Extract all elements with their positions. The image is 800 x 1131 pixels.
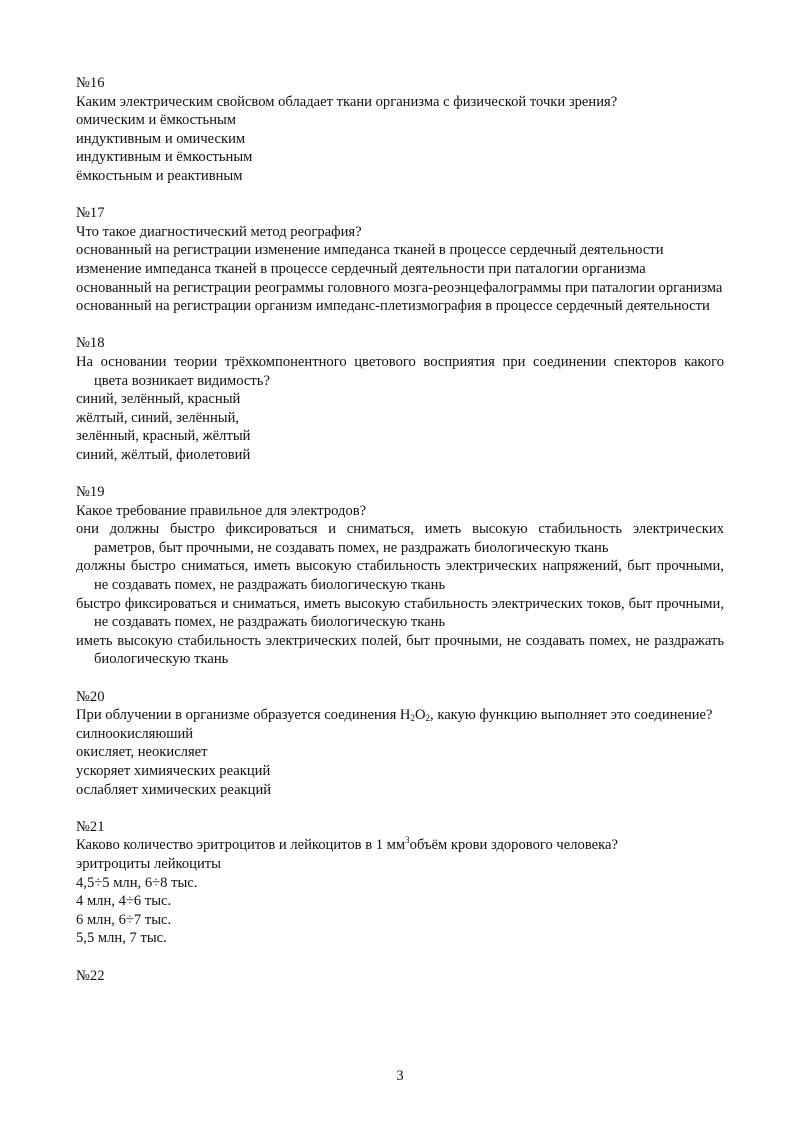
question-text: Каким электрическим свойсвом обладает ткани организма с физической точки зрения?	[76, 93, 618, 110]
answer-option: 4 млн, 4÷6 тыс.	[76, 893, 172, 910]
answer-option: эритроциты лейкоциты	[76, 855, 221, 872]
answer-option: жёлтый, синий, зелённый,	[76, 409, 240, 426]
answer-option: основанный на регистрации организм импеданс-плетизмография в процессе сердечный деятельности	[76, 298, 710, 315]
question-text: При облучении в организме образуется соединения $H_2O_2$, какую функцию выполняет это соединение?	[76, 707, 713, 724]
answer-option: ускоряет химияческих реакций	[76, 762, 271, 779]
question-21	[76, 818, 724, 948]
question-number: №17	[76, 205, 105, 222]
question-number: №22	[76, 967, 105, 984]
question-19	[76, 483, 724, 669]
question-text: Каково количество эритроцитов и лейкоцитов в 1 $мм^3объём$ крови здорового человека?	[76, 835, 618, 854]
question-number: №20	[76, 688, 105, 705]
answer-option: зелённый, красный, жёлтый	[76, 428, 251, 445]
answer-option: омическим и ёмкостьным	[76, 112, 237, 129]
question-number: №21	[76, 818, 105, 835]
answer-option: они должны быстро фиксироваться и сниматься, иметь высокую стабильность электрических раметров, быт прочными, не создавать помех, не раздражать биологическую ткань	[76, 521, 724, 556]
answer-option: окисляет, неокисляет	[76, 744, 208, 761]
document-body	[76, 74, 724, 1004]
answer-option: основанный на регистрации реограммы головного мозга-реоэнцефалограммы при паталогии организма	[76, 279, 723, 296]
answer-option: 5,5 млн, 7 тыс.	[76, 930, 167, 947]
answer-option: должны быстро сниматься, иметь высокую стабильность электрических напряжений, быт прочными, не создавать помех, не раздражать биологическую ткань	[76, 558, 724, 594]
answer-option: иметь высокую стабильность электрических полей, быт прочными, не создавать помех, не раздражать биологическую ткань	[76, 632, 724, 668]
answer-option: основанный на регистрации изменение импеданса тканей в процессе сердечный деятельности	[76, 242, 664, 259]
question-number: №18	[76, 335, 105, 352]
question-text: Какое требование правильное для электродов?	[76, 502, 367, 519]
answer-option: ёмкостьным и реактивным	[76, 167, 243, 184]
answer-option: ослабляет химических реакций	[76, 781, 272, 798]
answer-option: индуктивным и омическим	[76, 130, 246, 147]
answer-option: быстро фиксироваться и сниматься, иметь высокую стабильность электрических токов, быт прочными, не создавать помех, не раздражать биологическую ткань	[76, 595, 724, 631]
question-text: Что такое диагностический метод реография?	[76, 223, 362, 240]
question-number: №16	[76, 75, 105, 91]
answer-option: 6 млн, 6÷7 тыс.	[76, 911, 172, 928]
question-22	[76, 967, 724, 986]
question-16	[76, 74, 724, 186]
answer-option: изменение импеданса тканей в процессе сердечный деятельности при паталогии организма	[76, 260, 646, 277]
question-text: На основании теории трёхкомпонентного цветового восприятия при соединении спекторов какого цвета возникает видимость?	[76, 353, 724, 389]
answer-option: синий, зелённый, красный	[76, 391, 241, 408]
question-20	[76, 688, 724, 800]
page-number: 3	[396, 1068, 404, 1084]
question-number: №19	[76, 484, 105, 501]
question-18	[76, 334, 724, 464]
question-17	[76, 204, 724, 316]
answer-option: 4,5÷5 млн, 6÷8 тыс.	[76, 874, 198, 891]
answer-option: синий, жёлтый, фиолетовий	[76, 446, 251, 463]
answer-option: индуктивным и ёмкостьным	[76, 149, 253, 166]
answer-option: силноокисляюший	[76, 725, 194, 742]
